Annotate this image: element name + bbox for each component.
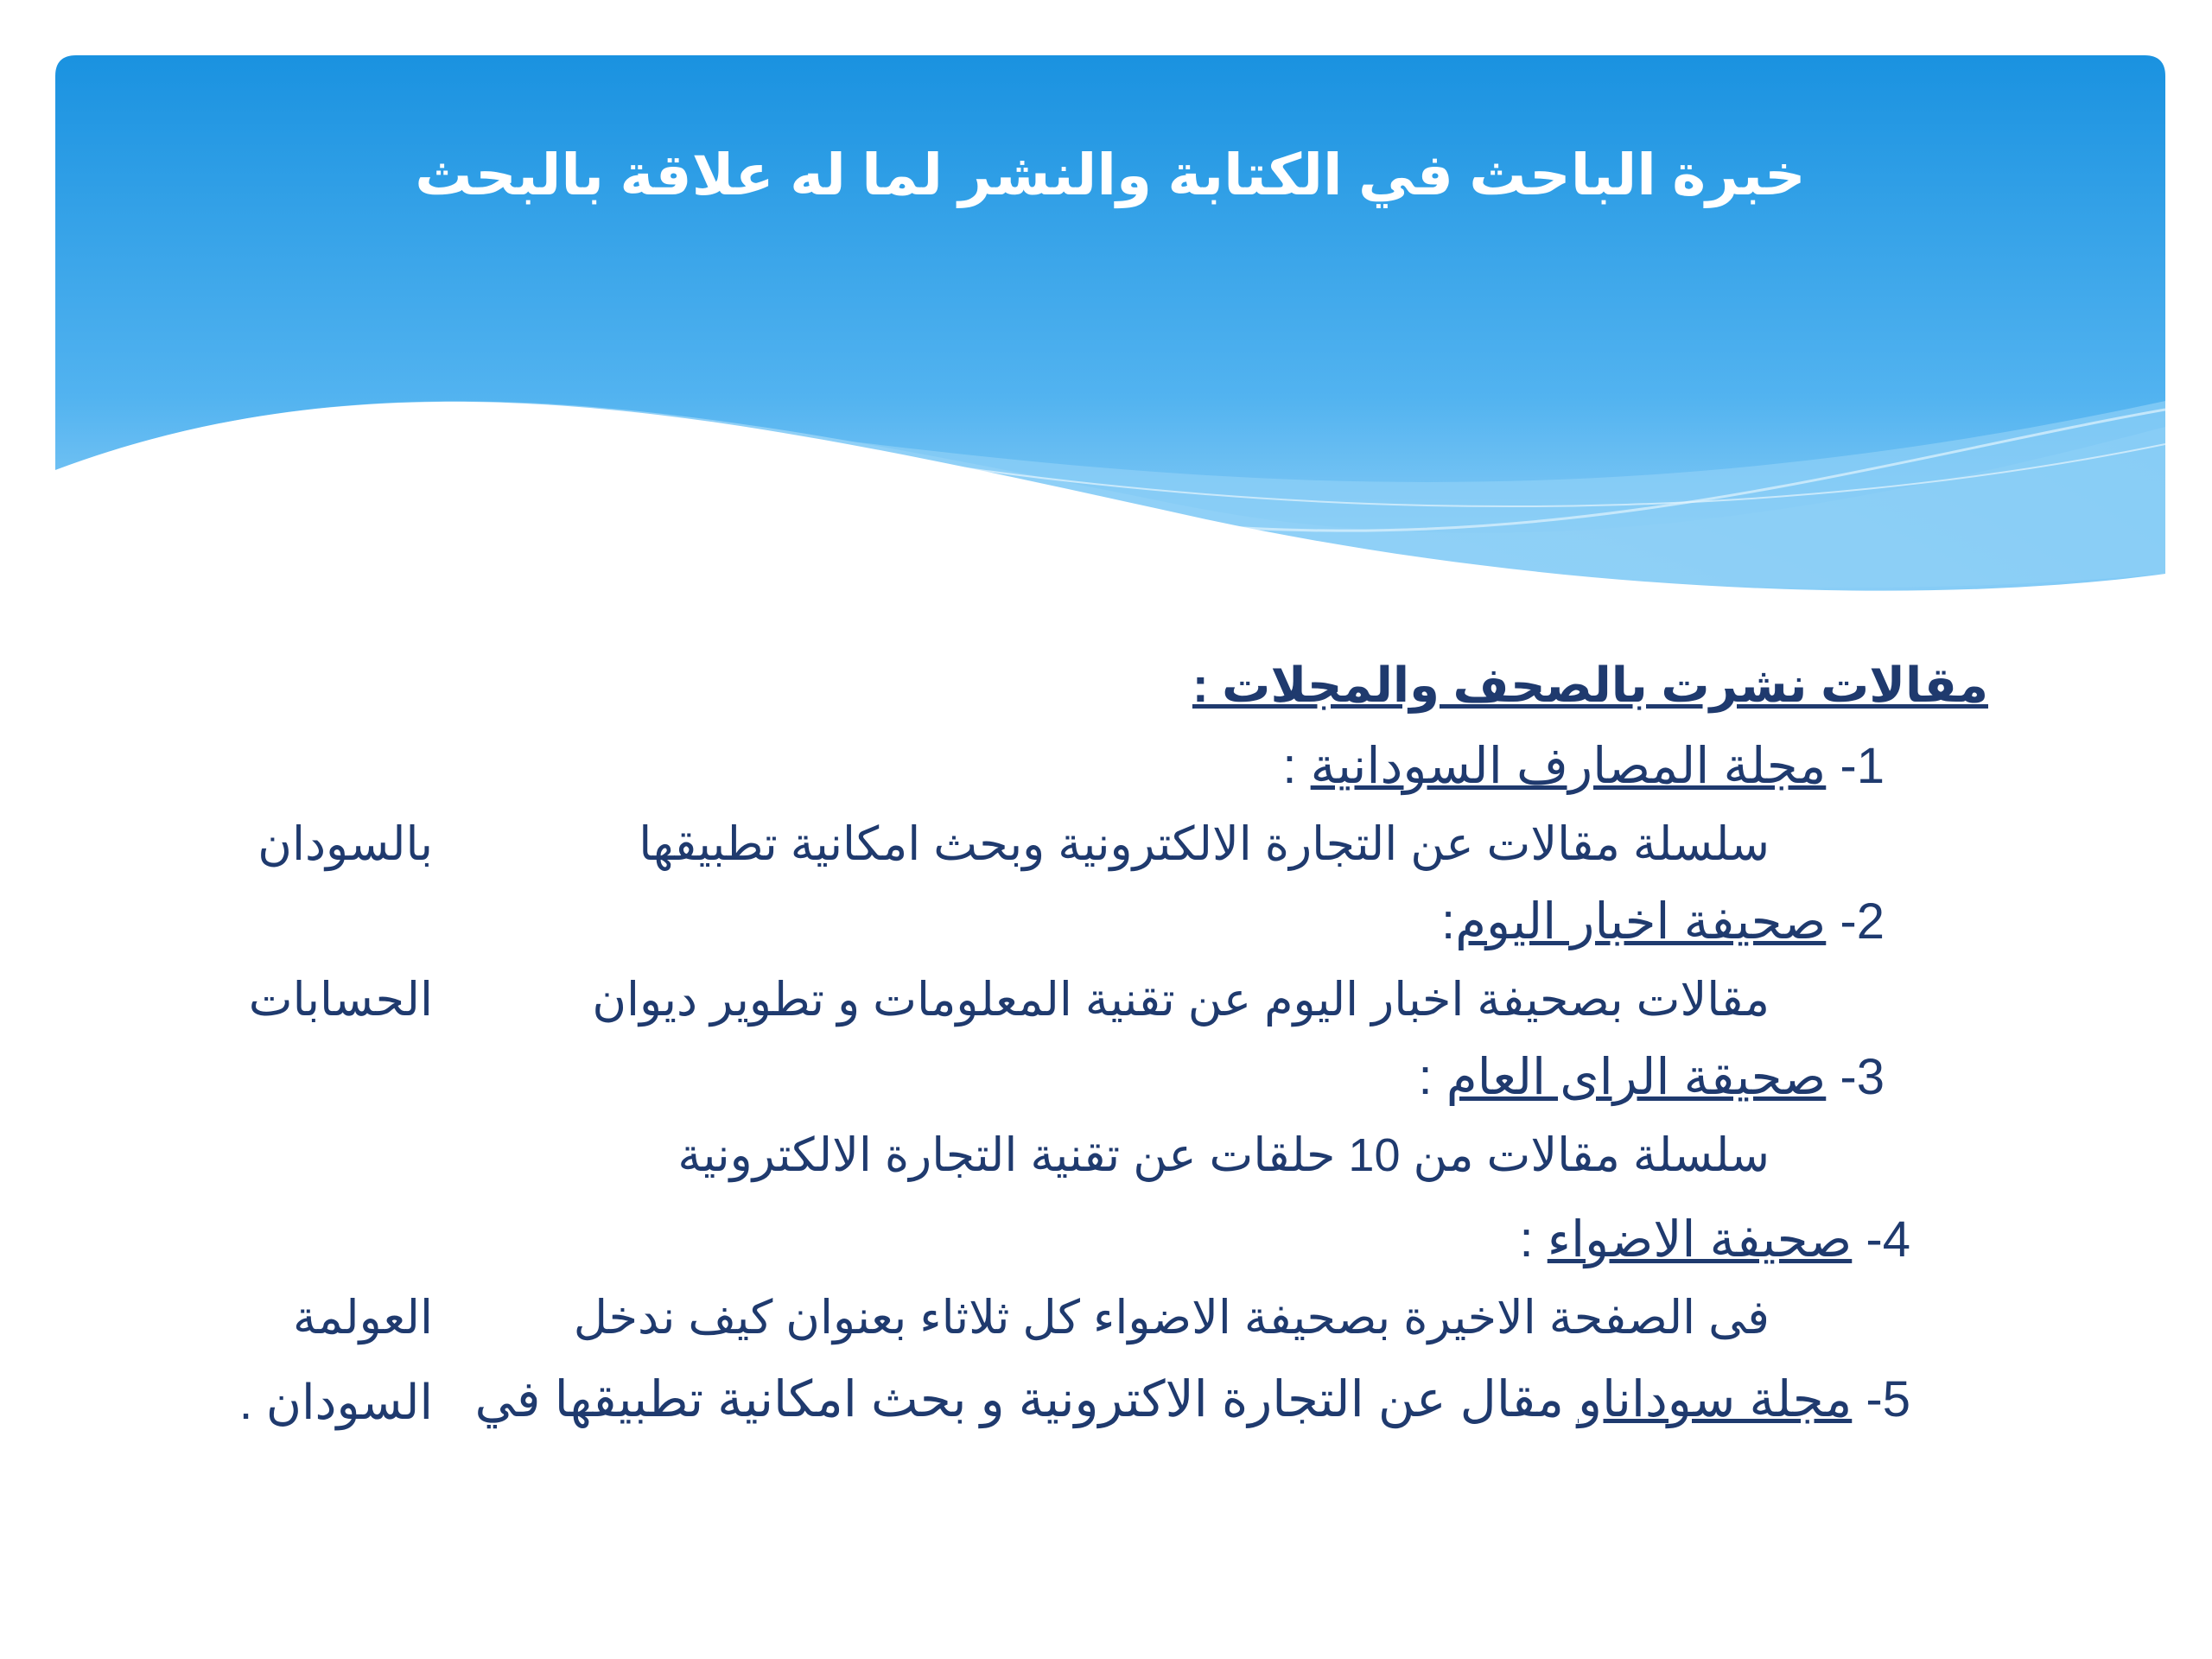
item-1-description: سلسلة مقالات عن التجارة الالكترونية وبحث امكانية تطبيقها — [639, 818, 1770, 870]
list-item-5 — [474, 1370, 1910, 1428]
list-item-4 — [1520, 1210, 1910, 1268]
item-number: 1- — [1840, 738, 1885, 794]
item-2-tail: الحسابات — [248, 974, 433, 1026]
item-number: 3- — [1840, 1049, 1885, 1105]
list-item-2 — [1441, 892, 1885, 950]
item-suffix: : — [1418, 1049, 1446, 1105]
item-5-tail: السودان . — [238, 1375, 433, 1429]
item-number: 5- — [1866, 1371, 1910, 1427]
item-number: 2- — [1840, 893, 1885, 950]
header-banner — [55, 55, 2165, 626]
item-number: 4- — [1866, 1211, 1910, 1268]
list-item-1 — [1282, 736, 1885, 795]
item-3-description: سلسلة مقالات من 10 حلقات عن تقنية التجارة الالكترونية — [677, 1129, 1770, 1181]
item-suffix: : — [1282, 738, 1311, 794]
item-2-description: مقالات بصحيفة اخبار اليوم عن تقنية المعلومات و تطوير ديوان — [592, 974, 1770, 1026]
item-4-tail: العولمة — [292, 1292, 433, 1344]
list-item-3 — [1419, 1047, 1885, 1106]
item-suffix: : — [1519, 1211, 1548, 1268]
publication-name: صحيفة اخبار اليوم — [1455, 893, 1827, 950]
publication-name: مجلة سوداناو — [1578, 1371, 1853, 1427]
item-4-description: فى الصفحة الاخيرة بصحيفة الاضواء كل ثلاثاء بعنوان كيف ندخل — [573, 1292, 1770, 1344]
header-wave-graphic — [55, 55, 2165, 626]
item-suffix: : — [1440, 893, 1456, 950]
slide-title: خبرة الباحث في الكتابة والنشر لما له علاقة بالبحث — [415, 143, 1806, 207]
section-heading: مقالات نشرت بالصحف والمجلات : — [1192, 658, 1988, 712]
item-1-tail: بالسودان — [257, 818, 433, 870]
publication-name: صحيقة الراى العام — [1446, 1049, 1827, 1105]
item-suffix: مقال عن التجارة الاكترونية و بحث امكانية تطبيقها في — [474, 1371, 1579, 1427]
publication-name: صحيفة الاضواء — [1547, 1211, 1853, 1268]
publication-name: مجلة المصارف السودانية — [1310, 738, 1827, 794]
